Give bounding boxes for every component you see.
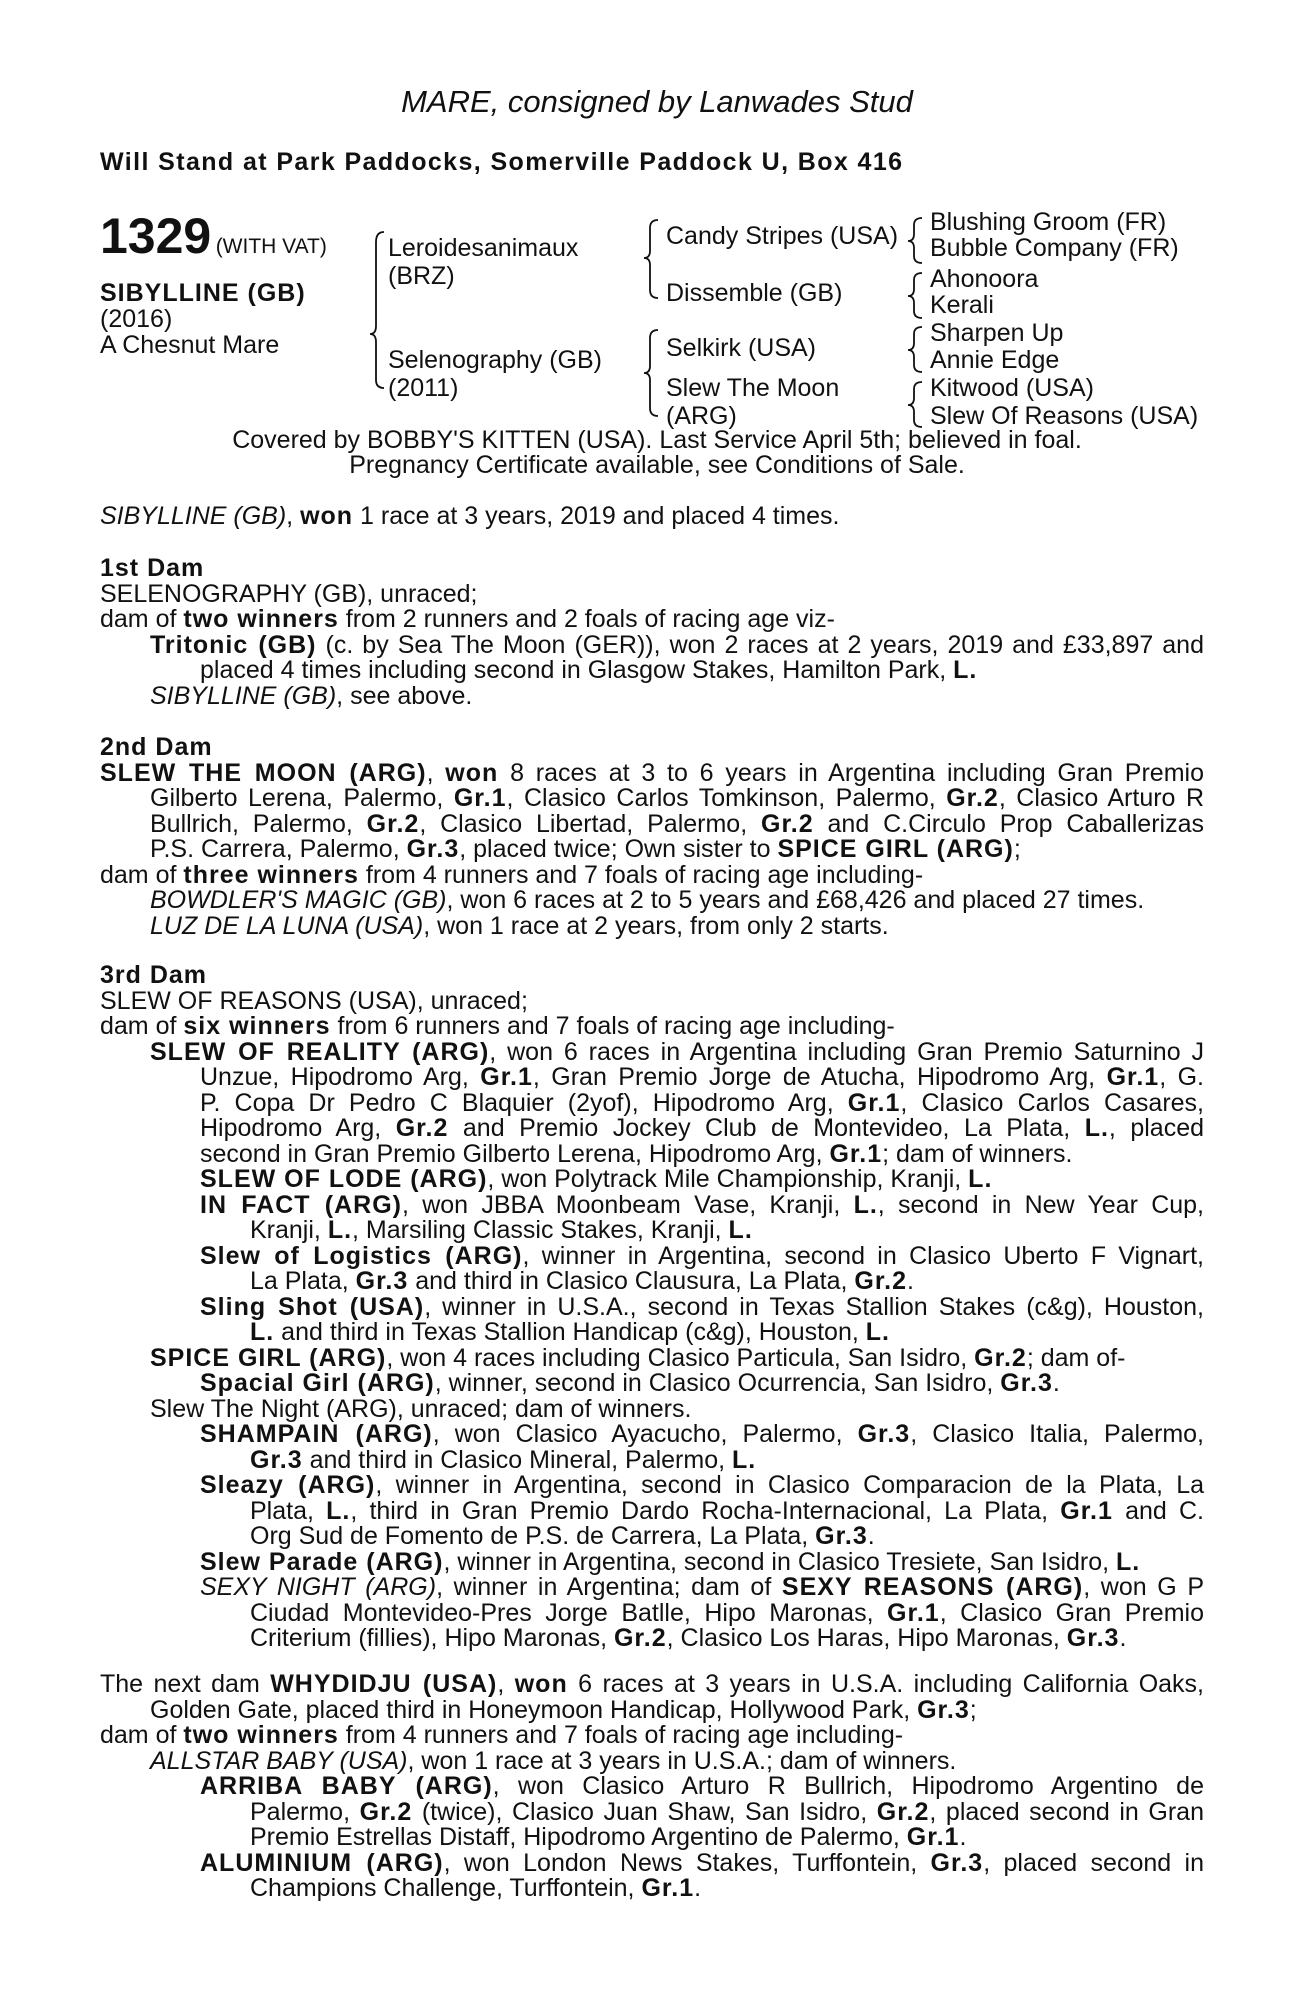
third-dam-heading: 3rd Dam [100,961,208,989]
foaling-year: (2016) [100,305,173,333]
grand-offspring: SEXY NIGHT (ARG), winner in Argentina; dam of SEXY REASONS (ARG), won G P [200,1573,1204,1601]
consignment-title: MARE, consigned by Lanwades Stud [401,84,913,119]
pedigree-sds: Ahonoora [930,265,1039,293]
pedigree-dss: Sharpen Up [930,319,1064,347]
pedigree-sdd: Kerali [930,291,994,319]
pedigree-sire-country: (BRZ) [388,262,455,290]
pedigree-sire-dam: Dissemble (GB) [666,279,843,307]
next-dam-line: Golden Gate, placed third in Honeymoon Handicap, Hollywood Park, Gr.3; [150,1695,977,1724]
record-won: won [300,502,354,530]
pedigree-ddd: Slew Of Reasons (USA) [930,402,1199,430]
next-dam-line: The next dam WHYDIDJU (USA), won 6 races at 3 years in U.S.A. including California Oaks, [100,1670,1204,1698]
first-dam-produce: dam of two winners from 2 runners and 2 foals of racing age viz- [100,605,835,633]
third-dam-offspring: SLEW OF REALITY (ARG), won 6 races in Argentina including Gran Premio Saturnino J [150,1037,1204,1066]
pedigree-dam-sire: Selkirk (USA) [666,334,817,362]
grand-offspring: Criterium (fillies), Hipo Maronas, Gr.2, Clasico Los Haras, Hipo Maronas, Gr.3. [250,1624,1127,1652]
pedigree-bracket-dam [642,328,662,418]
second-dam-line: Bullrich, Palermo, Gr.2, Clasico Libertad, Palermo, Gr.2 and C.Circulo Prop Caballerizas [150,809,1204,838]
second-dam-section [100,735,1204,939]
pedigree-dds: Kitwood (USA) [930,374,1094,402]
vat-label: (WITH VAT) [215,235,327,258]
third-dam-offspring: second in Gran Premio Gilberto Lerena, Hipodromo Arg, Gr.1; dam of winners. [200,1139,1073,1168]
second-dam-offspring: LUZ DE LA LUNA (USA), won 1 race at 2 years, from only 2 starts. [150,911,889,940]
pedigree-bracket-ss [906,216,926,266]
record-horse: SIBYLLINE (GB) [100,502,287,530]
first-dam-offspring-2: SIBYLLINE (GB), see above. [150,681,473,710]
pedigree-bracket-dd [906,380,926,430]
grand-offspring: Slew Parade (ARG), winner in Argentina, second in Clasico Tresiete, San Isidro, L. [200,1547,1141,1576]
lot-number: 1329 [100,208,212,264]
grand-offspring: SHAMPAIN (ARG), won Clasico Ayacucho, Palermo, Gr.3, Clasico Italia, Palermo, [200,1420,1204,1448]
pedigree-dam-dam: Slew The Moon [666,374,840,402]
grand-offspring: Gr.3 and third in Clasico Mineral, Palermo, L. [250,1445,757,1474]
race-record: SIBYLLINE (GB), won 1 race at 3 years, 2019 and placed 4 times. [100,502,840,530]
third-dam-offspring: P. Copa Dr Pedro C Blaquier (2yof), Hipodromo Arg, Gr.1, Clasico Carlos Casares, [200,1088,1204,1117]
grand-offspring: Sling Shot (USA), winner in U.S.A., second in Texas Stallion Stakes (c&g), Houston, [200,1292,1204,1321]
grand-offspring: Sleazy (ARG), winner in Argentina, second in Clasico Comparacion de la Plata, La [200,1471,1205,1499]
grand-offspring: IN FACT (ARG), won JBBA Moonbeam Vase, Kranji, L., second in New Year Cup, [200,1190,1204,1219]
lot-number-line [100,207,327,265]
pedigree-bracket-ds [906,325,926,375]
pedigree-bracket-sire [642,218,662,300]
pedigree-sire: Leroidesanimaux [388,234,579,262]
next-dam-grand-offspring: ARRIBA BABY (ARG), won Clasico Arturo R Bullrich, Hipodromo Argentino de [200,1772,1204,1800]
grand-offspring: Org Sud de Fomento de P.S. de Carrera, La Plata, Gr.3. [250,1522,875,1550]
third-dam-offspring: Hipodromo Arg, Gr.2 and Premio Jockey Club de Montevideo, La Plata, L., placed [200,1114,1205,1142]
grand-offspring: Kranji, L., Marsiling Classic Stakes, Kranji, L. [250,1216,753,1244]
third-dam-produce: dam of six winners from 6 runners and 7 foals of racing age including- [100,1012,895,1040]
pregnancy-line: Pregnancy Certificate available, see Conditions of Sale. [349,451,965,479]
second-dam-heading: 2nd Dam [100,733,213,761]
grand-offspring: L. and third in Texas Stallion Handicap (c&g), Houston, L. [250,1318,890,1346]
third-dam-offspring: SPICE GIRL (ARG), won 4 races including Clasico Particula, San Isidro, Gr.2; dam of- [150,1343,1126,1372]
third-dam-line: SLEW OF REASONS (USA), unraced; [100,986,528,1015]
second-dam-line: SLEW THE MOON (ARG), won 8 races at 3 to 6 years in Argentina including Gran Premio [100,758,1204,787]
second-dam-offspring: BOWDLER'S MAGIC (GB), won 6 races at 2 to 5 years and £68,426 and placed 27 times. [150,886,1145,914]
next-dam-grand-offspring: Palermo, Gr.2 (twice), Clasico Juan Shaw, San Isidro, Gr.2, placed second in Gran [250,1797,1204,1826]
next-dam-grand-offspring: Premio Estrellas Distaff, Hipodromo Argentino de Palermo, Gr.1. [250,1823,967,1851]
pedigree-bracket-sd [906,271,926,321]
grand-offspring: SLEW OF LODE (ARG), won Polytrack Mile Championship, Kranji, L. [200,1165,993,1193]
grand-offspring: La Plata, Gr.3 and third in Clasico Clausura, La Plata, Gr.2. [250,1267,914,1295]
pedigree-dam-dam-country: (ARG) [666,402,737,430]
next-dam-grand-offspring: Champions Challenge, Turffontein, Gr.1. [250,1874,702,1902]
grand-offspring: Plata, L., third in Gran Premio Dardo Rocha-Internacional, La Plata, Gr.1 and C. [250,1496,1204,1525]
pedigree-dam-year: (2011) [388,374,459,402]
first-dam-offspring-cont: placed 4 times including second in Glasgow Stakes, Hamilton Park, L. [200,656,978,684]
first-dam-line: SELENOGRAPHY (GB), unraced; [100,579,478,608]
grand-offspring: Slew of Logistics (ARG), winner in Argentina, second in Clasico Uberto F Vignart, [200,1241,1204,1270]
pedigree-dsd: Annie Edge [930,346,1060,374]
third-dam-offspring: Slew The Night (ARG), unraced; dam of winners. [150,1394,692,1423]
record-text: 1 race at 3 years, 2019 and placed 4 times. [353,502,840,530]
horse-description: A Chesnut Mare [100,331,280,359]
first-dam-heading: 1st Dam [100,554,205,582]
pedigree-sire-sire: Candy Stripes (USA) [666,222,899,250]
grand-offspring: Ciudad Montevideo-Pres Jorge Batlle, Hipo Maronas, Gr.1, Clasico Gran Premio [250,1598,1204,1627]
second-dam-produce: dam of three winners from 4 runners and 7 foals of racing age including- [100,860,924,889]
grand-offspring: Spacial Girl (ARG), winner, second in Clasico Ocurrencia, San Isidro, Gr.3. [200,1369,1060,1397]
next-dam-offspring: ALLSTAR BABY (USA), won 1 race at 3 years in U.S.A.; dam of winners. [150,1746,957,1775]
horse-name: SIBYLLINE (GB) [100,279,306,307]
second-dam-line: Gilberto Lerena, Palermo, Gr.1, Clasico Carlos Tomkinson, Palermo, Gr.2, Clasico Arturo R [150,784,1204,812]
third-dam-section [100,963,1204,1652]
next-dam-grand-offspring: ALUMINIUM (ARG), won London News Stakes, Turffontein, Gr.3, placed second in [200,1848,1204,1877]
first-dam-section [100,556,1204,709]
covered-line: Covered by BOBBY'S KITTEN (USA). Last Service April 5th; believed in foal. [232,426,1082,454]
pedigree-ssd: Bubble Company (FR) [930,234,1179,262]
third-dam-offspring: Unzue, Hipodromo Arg, Gr.1, Gran Premio Jorge de Atucha, Hipodromo Arg, Gr.1, G. [200,1063,1204,1091]
first-dam-offspring: Tritonic (GB) (c. by Sea The Moon (GER)), won 2 races at 2 years, 2019 and £33,897 and [150,630,1204,659]
pedigree-dam: Selenography (GB) [388,346,603,374]
next-dam-section [100,1672,1204,1902]
pedigree-bracket-main [368,230,388,390]
location-heading: Will Stand at Park Paddocks, Somerville Paddock U, Box 416 [100,148,904,176]
pedigree-sss: Blushing Groom (FR) [930,208,1167,236]
next-dam-produce: dam of two winners from 4 runners and 7 foals of racing age including- [100,1721,904,1749]
second-dam-line: P.S. Carrera, Palermo, Gr.3, placed twice; Own sister to SPICE GIRL (ARG); [150,835,1021,863]
